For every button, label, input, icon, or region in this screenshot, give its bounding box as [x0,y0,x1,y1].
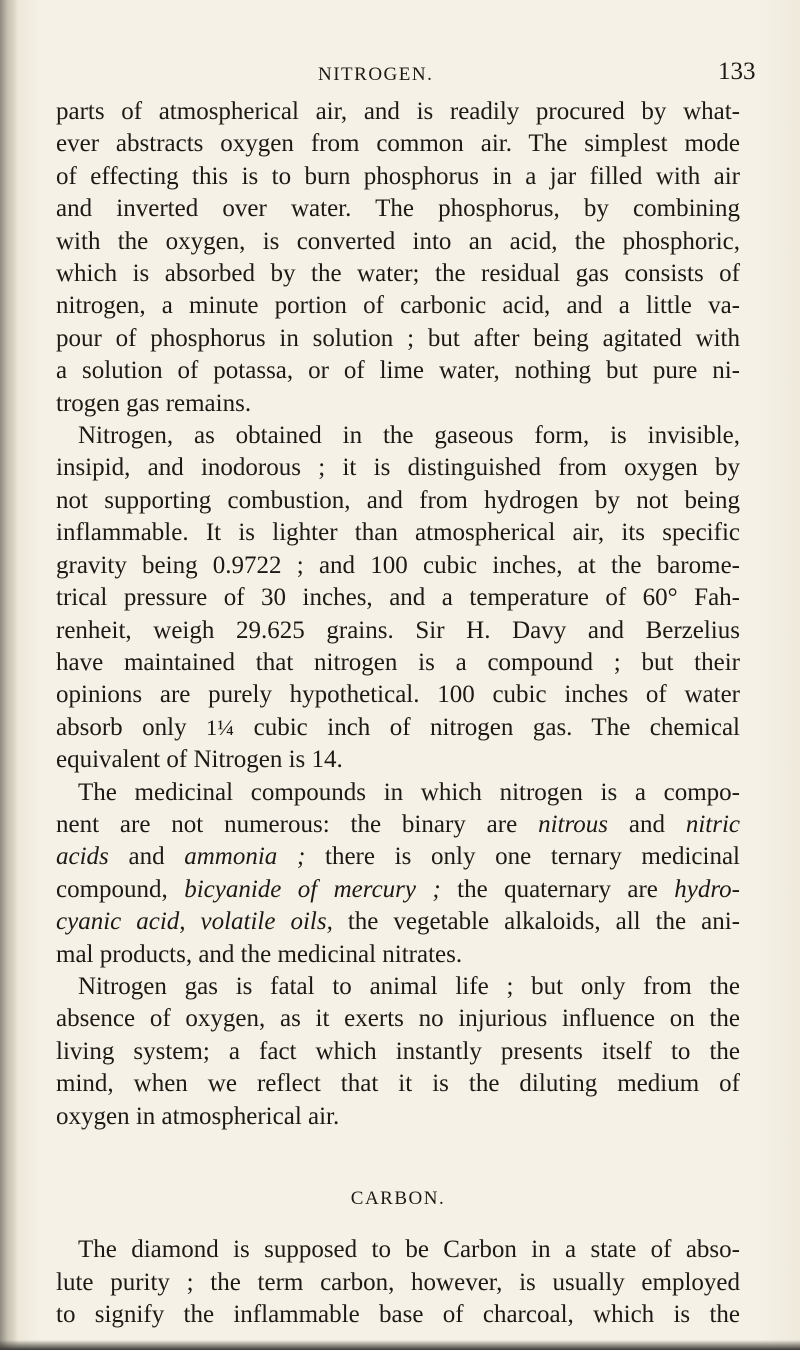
text-run: absorb only [56,713,207,741]
text-line: parts of atmospherical air, and is readily procured by what- [56,98,740,125]
text-line: of effecting this is to burn phosphorus in a jar filled with air [56,162,740,190]
italic-term: cyanic acid, volatile oils, [56,908,333,936]
text-line: gravity being 0.9722 ; and 100 cubic inches, at the barome- [56,551,740,579]
text-run: compound, [56,875,185,903]
text-line: mal products, and the medicinal nitrates. [56,940,463,968]
text-line: The diamond is supposed to be Carbon in a state of abso- [78,1236,740,1264]
text-line: Nitrogen, as obtained in the gaseous form, is invisible, [78,422,740,450]
paragraph-2 [56,420,740,776]
fraction: 1¼ [206,714,235,740]
text-run: the vegetable alkaloids, all the ani- [332,908,740,936]
text-line: Nitrogen gas is fatal to animal life ; but only from the [78,972,740,1000]
italic-term: bicyanide of mercury ; [184,875,441,903]
text-run: cubic inch of nitrogen gas. The chemical [234,713,740,741]
text-line [56,809,740,841]
text-line: inflammable. It is lighter than atmospherical air, its specific [56,519,740,547]
text-line: opinions are purely hypothetical. 100 cubic inches of water [56,681,740,709]
text-line: equivalent of Nitrogen is 14. [56,746,343,774]
paragraph-5 [56,1234,740,1331]
italic-term: hydro- [674,875,741,903]
paragraph-4 [56,971,740,1133]
italic-term: nitric [685,810,740,838]
text-line: nitrogen, a minute portion of carbonic acid, and a little va- [56,292,740,320]
text-line: pour of phosphorus in solution ; but after being agitated with [56,324,740,352]
text-line: absence of oxygen, as it exerts no injurious influence on the [56,1005,740,1033]
text-run: and [108,843,185,871]
text-line: not supporting combustion, and from hydrogen by not being [56,486,740,514]
italic-term: ammonia ; [184,843,306,871]
text-run: nent are not numerous: the binary are [56,810,539,838]
text-line: mind, when we reflect that it is the diluting medium of [56,1070,740,1098]
text-line: living system; a fact which instantly presents itself to the [56,1037,740,1065]
text-line: The medicinal compounds in which nitrogen is a compo- [78,778,740,806]
running-head: NITROGEN. [318,64,434,85]
text-line [56,841,740,873]
text-run: there is only one ternary medicinal [305,843,740,871]
italic-term: nitrous [538,810,608,838]
text-line: have maintained that nitrogen is a compound ; but their [56,648,740,676]
text-line: renheit, weigh 29.625 grains. Sir H. Davy and Berzelius [56,616,740,644]
text-line [56,906,740,938]
italic-term: acids [56,843,109,871]
paragraph-3 [56,777,740,971]
text-line [56,712,740,744]
page-bottom-edge [0,1340,800,1350]
text-line: to signify the inflammable base of charcoal, which is the [56,1301,740,1329]
text-run: the quaternary are [440,875,675,903]
text-line: a solution of potassa, or of lime water, nothing but pure ni- [56,357,740,385]
section-heading-carbon: CARBON. [350,1188,446,1209]
page-header [0,58,800,88]
text-line: trogen gas remains. [56,389,252,417]
text-line: ever abstracts oxygen from common air. The simplest mode [56,130,740,158]
paragraph-1 [56,96,740,420]
gutter-shadow [0,0,18,1350]
text-run: and [607,810,686,838]
text-line: and inverted over water. The phosphorus, by combining [56,195,740,223]
text-line: which is absorbed by the water; the residual gas consists of [56,260,740,288]
text-line: with the oxygen, is converted into an acid, the phosphoric, [56,227,740,255]
text-line: lute purity ; the term carbon, however, is usually employed [56,1268,740,1296]
text-line: oxygen in atmospherical air. [56,1102,340,1130]
text-line: trical pressure of 30 inches, and a temperature of 60° Fah- [56,584,740,612]
text-line [56,874,740,906]
text-line: insipid, and inodorous ; it is distinguished from oxygen by [56,454,740,482]
page-number: 133 [718,58,756,85]
body-text [56,96,740,1332]
